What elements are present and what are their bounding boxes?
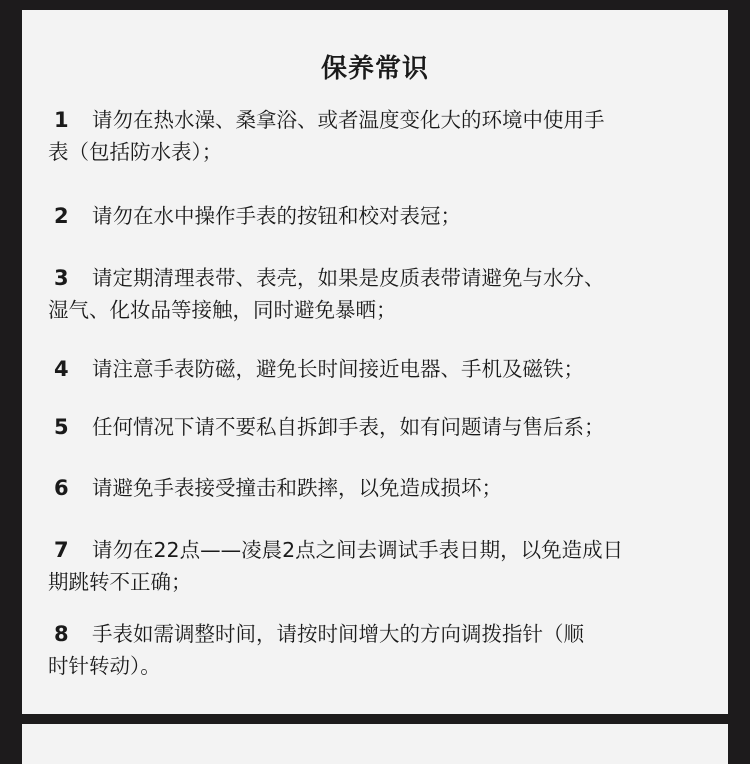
list-item-5 xyxy=(48,411,698,443)
list-item-3 xyxy=(48,262,698,326)
item-number: 6 xyxy=(54,476,69,500)
item-text: 时针转动）。 xyxy=(48,654,161,678)
item-number: 1 xyxy=(54,108,69,132)
item-number: 2 xyxy=(54,204,69,228)
list-item-6 xyxy=(48,472,698,504)
item-line xyxy=(48,411,698,443)
care-tips-card xyxy=(22,10,728,714)
item-text: 期跳转不正确； xyxy=(48,570,192,594)
item-line xyxy=(48,104,698,136)
list-item-2 xyxy=(48,200,698,232)
item-line xyxy=(48,472,698,504)
item-text: 任何情况下请不要私自拆卸手表，如有问题请与售后系； xyxy=(92,415,605,439)
next-card xyxy=(22,724,728,764)
item-line xyxy=(48,136,698,168)
item-number: 4 xyxy=(54,357,69,381)
item-line xyxy=(48,353,698,385)
item-text: 请注意手表防磁，避免长时间接近电器、手机及磁铁； xyxy=(92,357,584,381)
item-text: 请避免手表接受撞击和跌摔，以免造成损坏； xyxy=(92,476,502,500)
item-number: 8 xyxy=(54,622,69,646)
item-text: 表（包括防水表）； xyxy=(48,140,223,164)
item-text: 请定期清理表带、表壳，如果是皮质表带请避免与水分、 xyxy=(92,266,605,290)
item-text: 请勿在水中操作手表的按钮和校对表冠； xyxy=(92,204,461,228)
item-line xyxy=(48,294,698,326)
item-text: 请勿在22点——凌晨2点之间去调试手表日期，以免造成日 xyxy=(92,538,624,562)
page-title: 保养常识 xyxy=(320,54,429,84)
item-line xyxy=(48,262,698,294)
list-item-8 xyxy=(48,618,698,682)
list-item-7 xyxy=(48,534,698,598)
item-line xyxy=(48,566,698,598)
item-number: 5 xyxy=(54,415,69,439)
item-line xyxy=(48,200,698,232)
item-number: 3 xyxy=(54,266,69,290)
item-line xyxy=(48,650,698,682)
item-number: 7 xyxy=(54,538,69,562)
item-line xyxy=(48,618,698,650)
list-item-4 xyxy=(48,353,698,385)
item-text: 请勿在热水澡、桑拿浴、或者温度变化大的环境中使用手 xyxy=(92,108,605,132)
item-text: 湿气、化妆品等接触，同时避免暴晒； xyxy=(48,298,397,322)
item-text: 手表如需调整时间，请按时间增大的方向调拨指针（顺 xyxy=(92,622,584,646)
item-line xyxy=(48,534,698,566)
list-item-1 xyxy=(48,104,698,168)
